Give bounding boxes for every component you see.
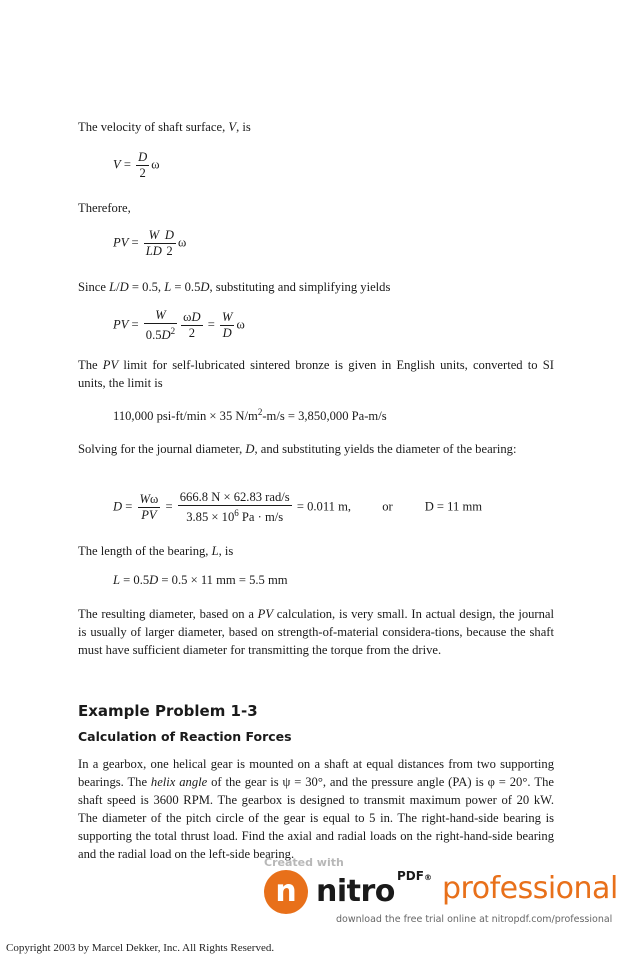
- equation-length: L = 0.5D = 0.5 × 11 mm = 5.5 mm: [113, 573, 288, 587]
- example-subheading: Calculation of Reaction Forces: [78, 729, 292, 744]
- equation-pv: PV = $\frac{W}{LD}$ $\frac{D}{2}$ ω: [113, 228, 187, 258]
- equation-diameter: D = $\frac{W\omega}{PV}$ = $\frac{\text{666.8 N × 62.83 rad/s}}{3.85 \times 10^6 Pa \cdot m/s}$ = 0.011 m, or D = 11 mm: [113, 490, 483, 525]
- solving-text: Solving for the journal diameter, D, and substituting yields the diameter of the bearing:: [78, 442, 517, 456]
- nitro-logo-letter: n: [275, 874, 297, 909]
- professional-text: professional: [442, 871, 618, 906]
- nitro-watermark: [258, 856, 638, 936]
- velocity-intro-text: The velocity of shaft surface, V, is: [78, 120, 251, 134]
- pv-limit-text: The PV limit for self-lubricated sintered bronze is given in English units, converted to SI units, the limit is: [78, 358, 554, 390]
- resulting-text: The resulting diameter, based on a PV calculation, is very small. In actual design, the journal is usually of larger diameter, based on strength-of-material considera-tions, because the shaft must have sufficient diameter for transmitting the torque from the drive.: [78, 607, 554, 657]
- copyright-footer: Copyright 2003 by Marcel Dekker, Inc. All Rights Reserved.: [6, 942, 275, 954]
- pdf-superscript: PDF®: [397, 869, 432, 883]
- example-heading: Example Problem 1-3: [78, 702, 258, 720]
- equation-pv-limit: 110,000 psi-ft/min × 35 $N/m^2-m/s = 3,850,000$ Pa-m/s: [113, 407, 387, 424]
- nitro-brand-text: nitro: [316, 874, 395, 909]
- therefore-text: Therefore,: [78, 201, 131, 215]
- since-text: Since L/D = 0.5, L = 0.5D, substituting and simplifying yields: [78, 280, 391, 294]
- equation-velocity: V = $\frac{D}{2}$ ω: [113, 150, 160, 180]
- download-trial-text: download the free trial online at nitropdf.com/professional: [336, 914, 613, 925]
- length-intro-text: The length of the bearing, L, is: [78, 544, 234, 558]
- problem-text: In a gearbox, one helical gear is mounted on a shaft at equal distances from two supporting bearings. The helix angle of the gear is ψ = 30°, and the pressure angle (PA) is φ = 20°. The shaft speed is 3600 RPM. The gearbox is designed to transmit maximum power of 20 kW. The diameter of the pitch circle of the gear is equal to 5 in. The right-hand-side bearing is supporting the total thrust load. Find the axial and radial loads on the right-hand-side bearing and the radial load on the left-side bearing.: [78, 757, 554, 861]
- equation-pv-simplified: PV = $\frac{W}{0.5D^2}$ $\frac{\omega D}{2}$ = $\frac{W}{D}$ ω: [113, 308, 245, 343]
- created-with-label: Created with: [264, 856, 344, 869]
